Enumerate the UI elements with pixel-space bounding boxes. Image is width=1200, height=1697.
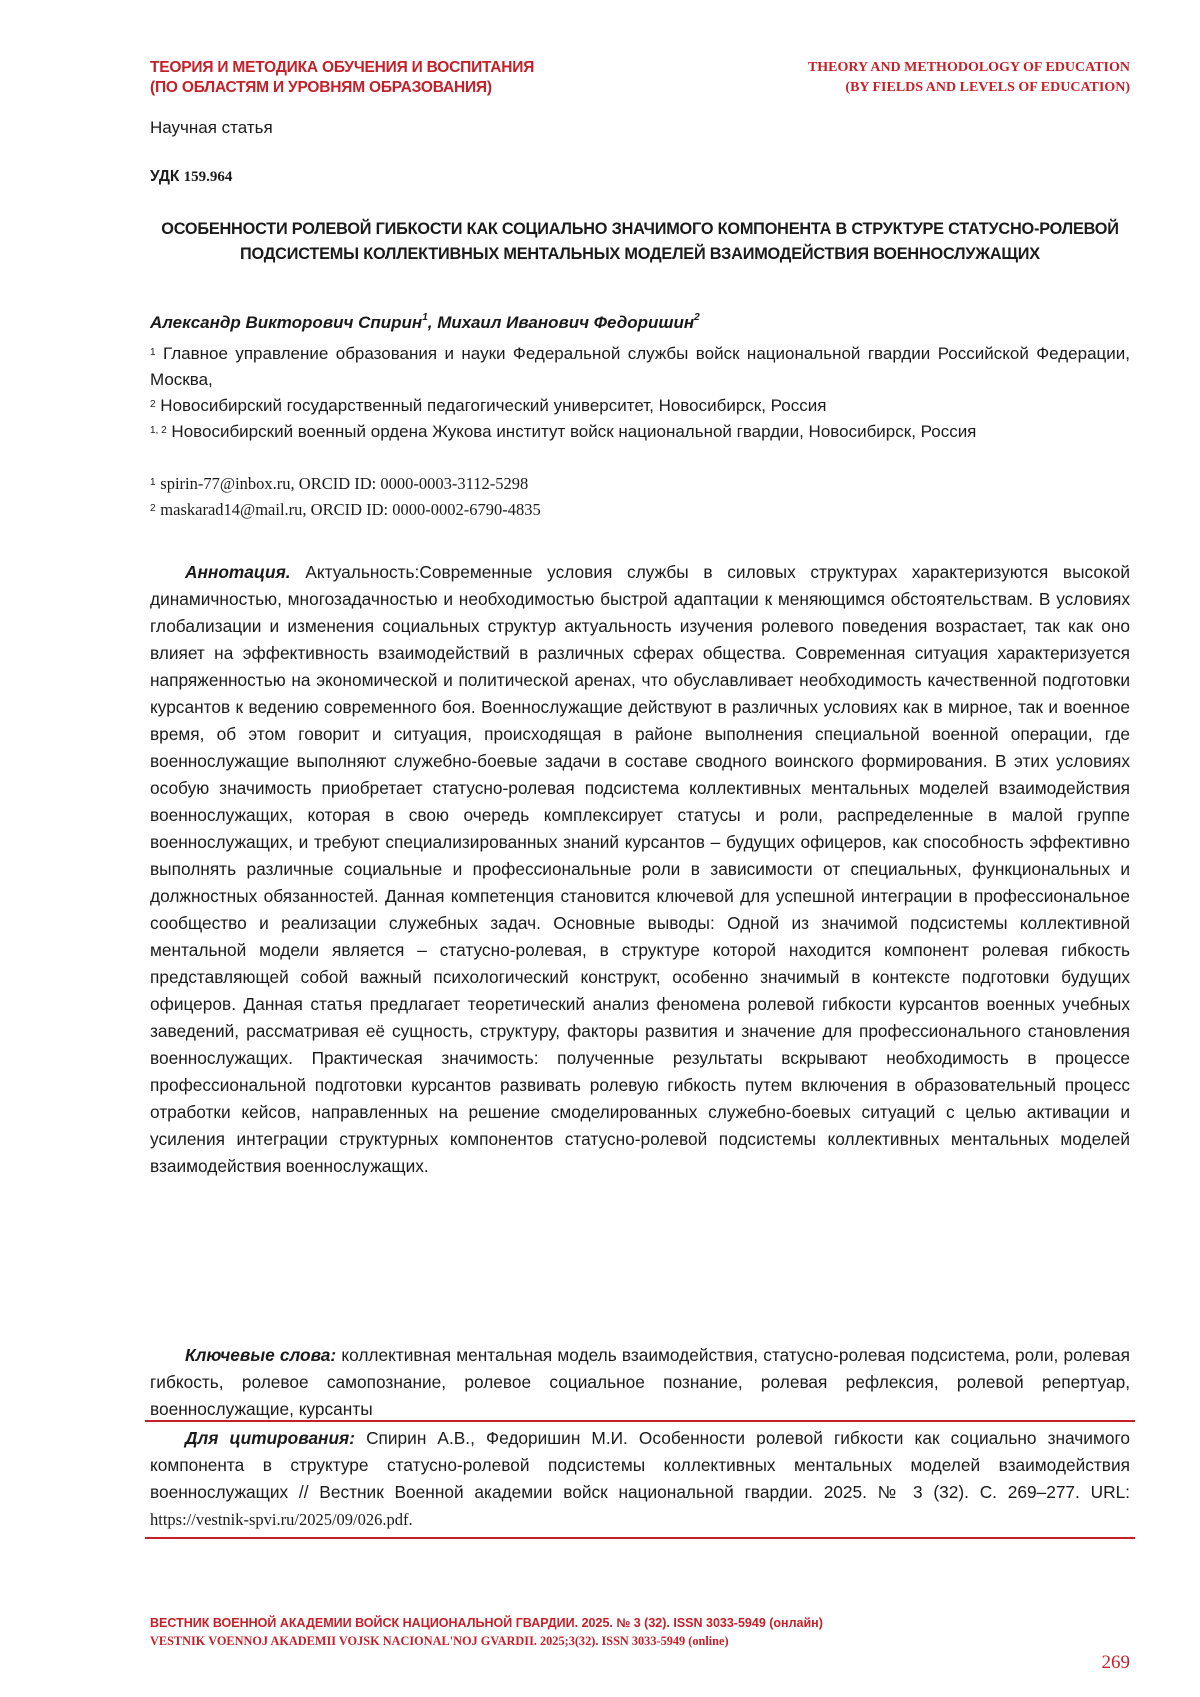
- affiliation-1-text: Главное управление образования и науки Федеральной службы войск национальной гвардии Российской Федерации, Москва,: [150, 344, 1130, 389]
- running-header-ru: [150, 58, 534, 98]
- udk-line: [150, 168, 232, 186]
- affiliation-3-text: Новосибирский военный ордена Жукова институт войск национальной гвардии, Новосибирск, Россия: [171, 422, 977, 441]
- page-number: 269: [1101, 1652, 1130, 1673]
- affiliation-2-text: Новосибирский государственный педагогический университет, Новосибирск, Россия: [160, 396, 827, 415]
- contact-2-sup: 2: [150, 503, 156, 514]
- running-header-en-line1: THEORY AND METHODOLOGY OF EDUCATION: [807, 60, 1130, 75]
- citation-top-rule: [145, 1420, 1135, 1422]
- affiliation-3-sup: 1, 2: [150, 425, 167, 436]
- contact-2: [150, 497, 1130, 523]
- author-separator: ,: [427, 313, 438, 332]
- keywords-text: коллективная ментальная модель взаимодействия, статусно-ролевая подсистема, роли, ролевая гибкость, ролевое самопознание, ролевое социальное познание, ролевая рефлексия, ролевой репертуар, военнослужащие, курсанты: [150, 1345, 1130, 1419]
- keywords-label: Ключевые слова:: [185, 1345, 337, 1365]
- author-1-sup: 1: [422, 312, 428, 323]
- author-1-name: Александр Викторович Спирин: [150, 313, 423, 332]
- article-title: ОСОБЕННОСТИ РОЛЕВОЙ ГИБКОСТИ КАК СОЦИАЛЬНО ЗНАЧИМОГО КОМПОНЕНТА В СТРУКТУРЕ СТАТУСНО-РОЛЕВОЙ ПОДСИСТЕМЫ КОЛЛЕКТИВНЫХ МЕНТАЛЬНЫХ МОДЕЛЕЙ ВЗАИМОДЕЙСТВИЯ ВОЕННОСЛУЖАЩИХ: [161, 220, 1119, 263]
- udk-number: 159.964: [183, 169, 233, 185]
- citation-bottom-rule: [145, 1537, 1135, 1539]
- citation-text: Спирин А.В., Федоришин М.И. Особенности ролевой гибкости как социально значимого компонента в структуре статусно-ролевой подсистемы коллективных ментальных моделей взаимодействия военнослужащих // Вестник Военной академии войск национальной гвардии. 2025. № 3 (32). С. 269–277. URL:: [150, 1428, 1130, 1502]
- udk-label: УДК: [150, 168, 180, 185]
- contact-1-email-orcid[interactable]: spirin-77@inbox.ru, ORCID ID: 0000-0003-3112-5298: [160, 474, 529, 493]
- running-header-en-line2: (BY FIELDS AND LEVELS OF EDUCATION): [845, 80, 1130, 95]
- affiliation-2-sup: 2: [150, 399, 156, 410]
- citation-label: Для цитирования:: [185, 1428, 355, 1448]
- contact-1-sup: 1: [150, 477, 156, 488]
- footer-journal-ru: ВЕСТНИК ВОЕННОЙ АКАДЕМИИ ВОЙСК НАЦИОНАЛЬНОЙ ГВАРДИИ. 2025. № 3 (32). ISSN 3033-5949 (онлайн): [150, 1616, 823, 1630]
- author-2-sup: 2: [694, 312, 700, 323]
- citation-url-link[interactable]: https://vestnik-spvi.ru/2025/09/026.pdf.: [150, 1510, 413, 1529]
- authors-line: [150, 313, 700, 333]
- affiliation-3: [150, 419, 1130, 445]
- affiliation-1: [150, 341, 1130, 393]
- running-header-ru-line2: (ПО ОБЛАСТЯМ И УРОВНЯМ ОБРАЗОВАНИЯ): [150, 79, 492, 96]
- contact-1: [150, 471, 1130, 497]
- affiliation-1-sup: 1: [150, 347, 156, 358]
- contact-2-email-orcid[interactable]: maskarad14@mail.ru, ORCID ID: 0000-0002-6790-4835: [160, 500, 541, 519]
- citation-paragraph: [150, 1425, 1130, 1533]
- abstract-label: Аннотация.: [185, 562, 291, 582]
- running-header-en: [808, 58, 1130, 98]
- abstract-text: Актуальность:Современные условия службы в силовых структурах характеризуются высокой динамичностью, многозадачностью и необходимостью быстрой адаптации к меняющимся обстоятельствам. В условиях глобализации и изменения социальных структур актуальность изучения ролевого поведения возрастает, так как оно влияет на эффективность взаимодействий в различных сферах общества. Современная ситуация характеризуется напряженностью на экономической и политической аренах, что обуславливает необходимость качественной подготовки курсантов к ведению современного боя. Военнослужащие действуют в различных условиях как в мирное, так и военное время, об этом говорит и ситуация, происходящая в районе выполнения специальной военной операции, где военнослужащие выполняют служебно-боевые задачи в составе сводного воинского формирования. В этих условиях особую значимость приобретает статусно-ролевая подсистема коллективных ментальных моделей взаимодействия военнослужащих, которая в свою очередь комплексирует статусы и роли, распределенные в малой группе военнослужащих, и требуют специализированных знаний курсантов – будущих офицеров, как способность эффективно выполнять различные социальные и профессиональные роли в зависимости от специальных, функциональных и должностных обязанностей. Данная компетенция становится ключевой для успешной интеграции в профессиональное сообщество и реализации служебных задач. Основные выводы: Одной из значимой подсистемы коллективной ментальной модели является – статусно-ролевая, в структуре которой находится компонент ролевая гибкость представляющей собой важный психологический конструкт, особенно значимый в контексте подготовки будущих офицеров. Данная статья предлагает теоретический анализ феномена ролевой гибкости курсантов военных учебных заведений, рассматривая её сущность, структуру, факторы развития и значение для профессионального становления военнослужащих. Практическая значимость: полученные результаты вскрывают необходимость в процессе профессиональной подготовки курсантов развивать ролевую гибкость путем включения в образовательный процесс отработки кейсов, направленных на решение смоделированных служебно-боевых ситуаций с целью активации и усиления интеграции структурных компонентов статусно-ролевой подсистемы коллективных ментальных моделей взаимодействия военнослужащих.: [150, 562, 1130, 1176]
- running-header-ru-line1: ТЕОРИЯ И МЕТОДИКА ОБУЧЕНИЯ И ВОСПИТАНИЯ: [150, 59, 535, 76]
- author-2-name: Михаил Иванович Федоришин: [437, 313, 695, 332]
- footer-journal-en: VESTNIK VOENNOJ AKADEMII VOJSK NACIONAL'NOJ GVARDII. 2025;3(32). ISSN 3033-5949 (online): [150, 1634, 729, 1648]
- abstract-paragraph: [150, 559, 1130, 1180]
- article-type: Научная статья: [150, 118, 273, 137]
- affiliation-2: [150, 393, 1130, 419]
- keywords-paragraph: [150, 1342, 1130, 1423]
